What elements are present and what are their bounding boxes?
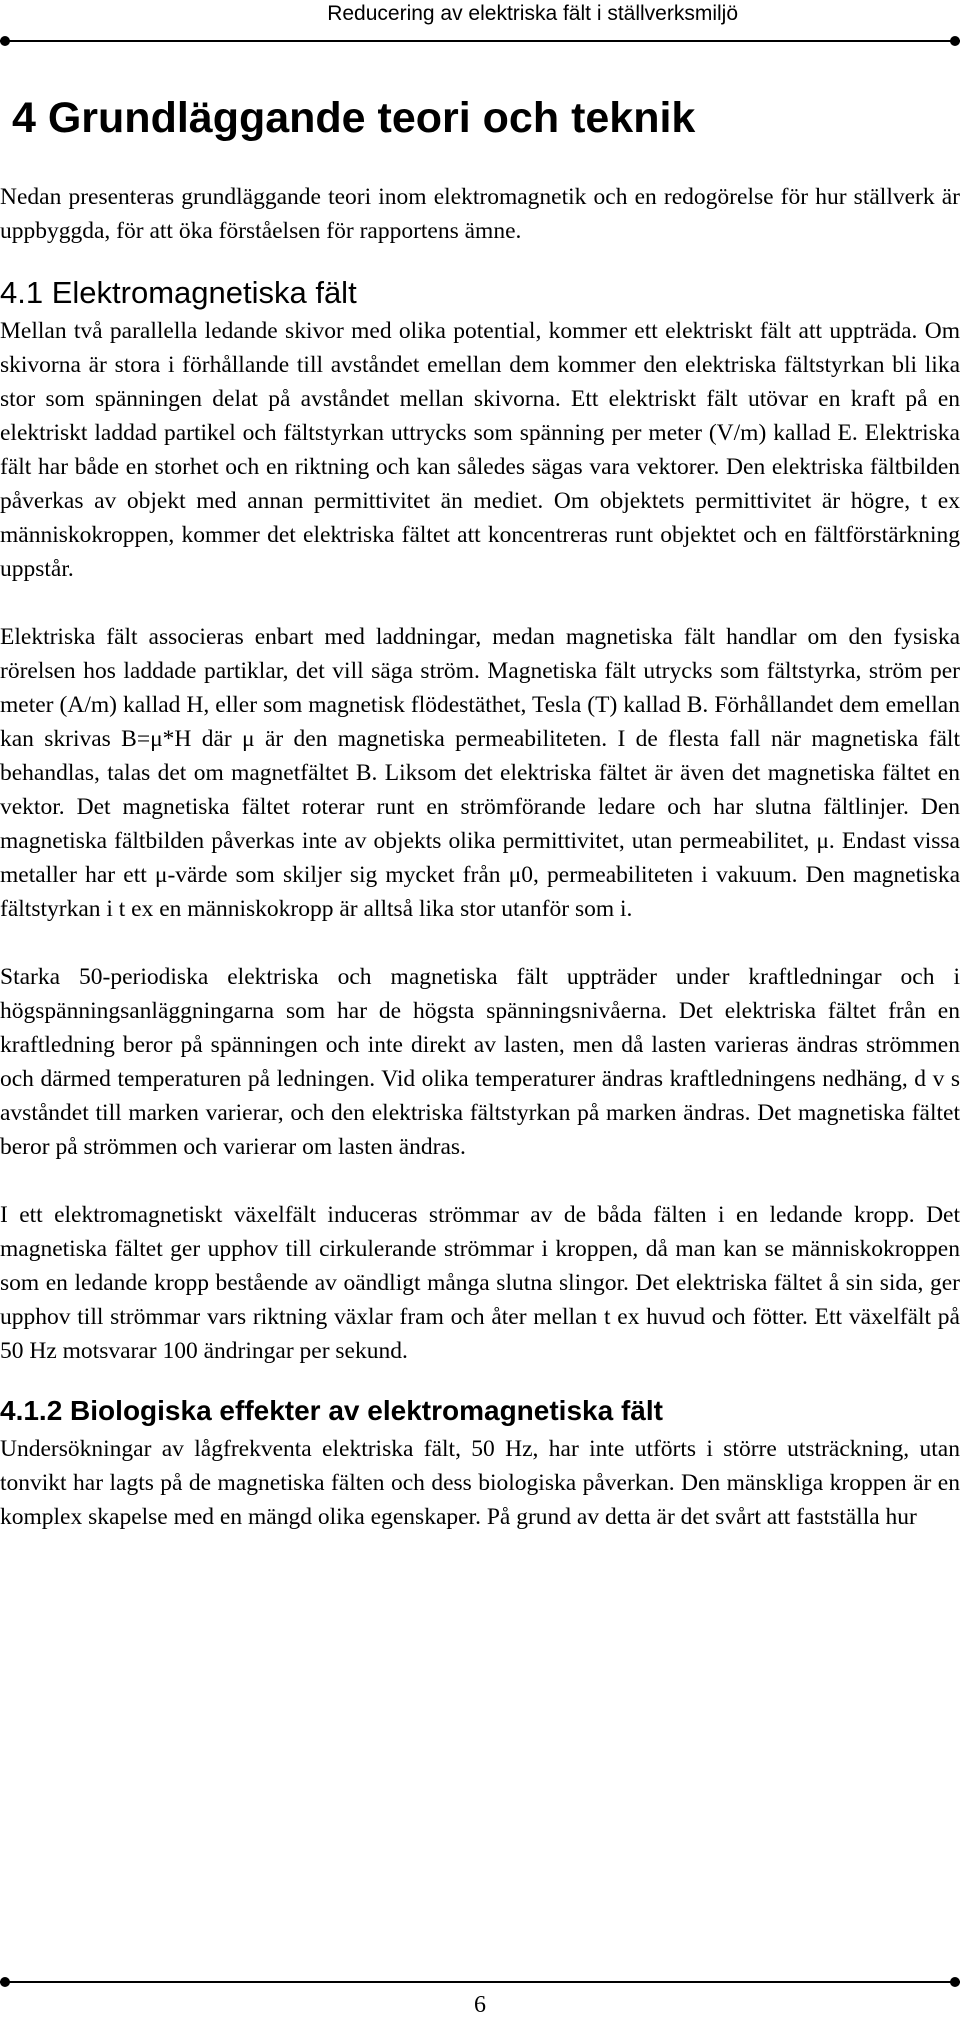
section-4-1 [0, 274, 960, 1368]
paragraph: Undersökningar av lågfrekventa elektriska fält, 50 Hz, har inte utförts i större utsträckning, utan tonvikt har lagts på de magnetiska fälten och dess biologiska påverkan. Den mänskliga kroppen är en komplex skapelse med en mängd olika egenskaper. På grund av detta är det svårt att fastställa hur [0, 1436, 960, 1530]
subsection-title: 4.1.2 Biologiska effekter av elektromagnetiska fält [0, 1395, 663, 1426]
footer-rule [0, 1981, 960, 1983]
paragraph: Mellan två parallella ledande skivor med olika potential, kommer ett elektriskt fält att uppträda. Om skivorna är stora i förhållande till avståndet emellan dem kommer den elektriska fältstyrkan bli lika stor som spänningen delat på avståndet mellan skivorna. Ett elektriskt fält utövar en kraft på en elektriskt laddad partikel och fältstyrkan uttrycks som spänning per meter (V/m) kallad E. Elektriska fält har både en storhet och en riktning och kan således sägas vara vektorer. Den elektriska fältbilden påverkas av objekt med annan permittivitet än mediet. Om objektets permittivitet är högre, t ex människokroppen, kommer det elektriska fältet att koncentreras runt objektet och en fältförstärkning uppstår. [0, 318, 960, 582]
header-rule [0, 40, 960, 42]
section-4-1-2 [0, 1392, 960, 1534]
running-header: Reducering av elektriska fält i ställverksmiljö [327, 2, 738, 25]
paragraph: Starka 50-periodiska elektriska och magnetiska fält uppträder under kraftledningar och i högspänningsanläggningarna som har de högsta spänningsnivåerna. Det elektriska fältet från en kraftledning beror på spänningen och inte direkt av lasten, men då lasten varieras ändras strömmen och därmed temperaturen på ledningen. Vid olika temperaturer ändras kraftledningens nedhäng, d v s avståndet till marken varierar, och den elektriska fältstyrkan på marken ändras. Det magnetiska fältet beror på strömmen och varierar om lasten ändras. [0, 964, 960, 1160]
section-title: 4.1 Elektromagnetiska fält [0, 275, 357, 310]
paragraph: Elektriska fält associeras enbart med laddningar, medan magnetiska fält handlar om den fysiska rörelsen hos laddade partiklar, det vill säga ström. Magnetiska fält utrycks som fältstyrka, ström per meter (A/m) kallad H, eller som magnetisk flödestäthet, Tesla (T) kallad B. Förhållandet dem emellan kan skrivas B=μ*H där μ är den magnetiska permeabiliteten. I de flesta fall när magnetiska fält behandlas, talas det om magnetfältet B. Liksom det elektriska fältet är även det magnetiska fältet en vektor. Det magnetiska fältet roterar runt en strömförande ledare och har slutna fältlinjer. Den magnetiska fältbilden påverkas inte av objekts olika permittivitet, utan permeabilitet, μ. Endast vissa metaller har ett μ-värde som skiljer sig mycket från μ0, permeabiliteten i vakuum. Den magnetiska fältstyrkan i t ex en människokropp är alltså lika stor utanför som i. [0, 624, 960, 922]
paragraph: I ett elektromagnetiskt växelfält induceras strömmar av de båda fälten i en ledande kropp. Det magnetiska fältet ger upphov till cirkulerande strömmar i kroppen, då man kan se människokroppen som en ledande kropp bestående av oändligt många slutna slingor. Det elektriska fältet å sin sida, ger upphov till strömmar vars riktning växlar fram och åter mellan t ex huvud och fötter. Ett växelfält på 50 Hz motsvarar 100 ändringar per sekund. [0, 1202, 960, 1364]
page-number: 6 [474, 1992, 486, 2018]
chapter-title: 4 Grundläggande teori och teknik [12, 94, 696, 142]
page-content [0, 88, 960, 1534]
chapter-intro: Nedan presenteras grundläggande teori inom elektromagnetik och en redogörelse för hur ställverk är uppbyggda, för att öka förståelsen för rapportens ämne. [0, 184, 960, 244]
